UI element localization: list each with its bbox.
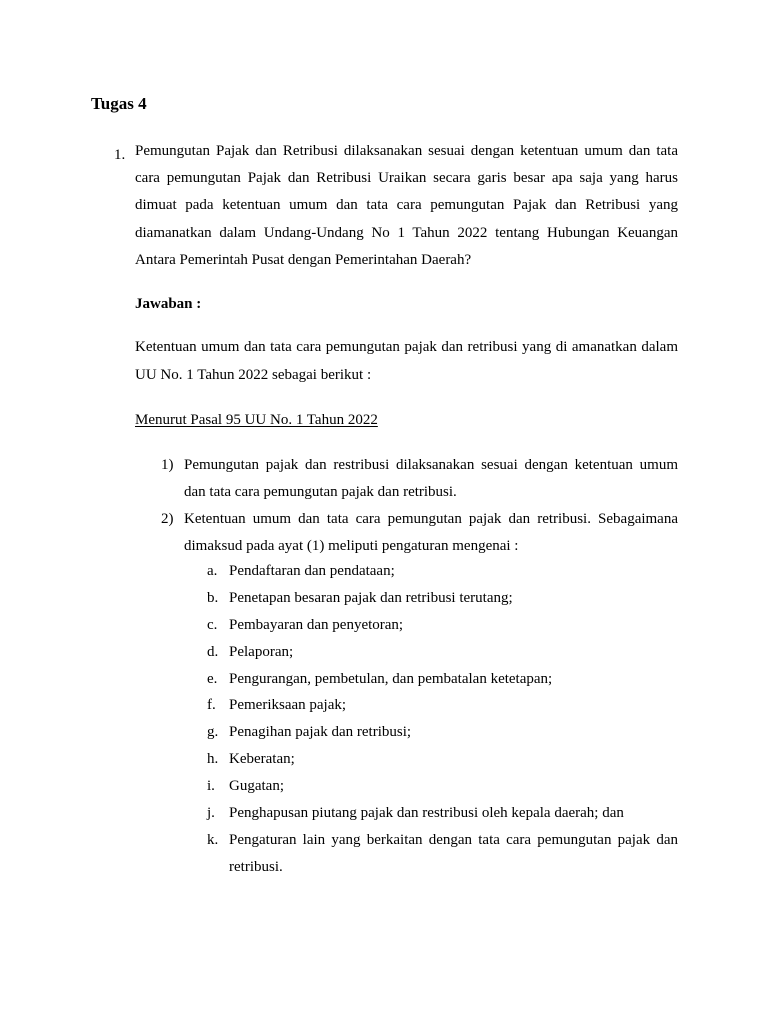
lettered-item-text: Pengaturan lain yang berkaitan dengan tata cara pemungutan pajak dan retribusi. [229, 832, 678, 875]
lettered-item-letter: d. [207, 644, 219, 660]
answer-heading: Jawaban : [135, 296, 202, 312]
lettered-item-letter: f. [207, 697, 216, 713]
lettered-item-letter: c. [207, 617, 218, 633]
lettered-item-letter: k. [207, 832, 219, 848]
lettered-item-letter: b. [207, 590, 219, 606]
lettered-item-text: Gugatan; [229, 778, 284, 794]
lettered-item-text: Pelaporan; [229, 644, 294, 660]
lettered-item-letter: j. [207, 805, 215, 821]
lettered-item-text: Penetapan besaran pajak dan retribusi terutang; [229, 590, 513, 606]
lettered-item-letter: e. [207, 671, 218, 687]
lettered-item-text: Pemeriksaan pajak; [229, 697, 347, 713]
numbered-item-text: Pemungutan pajak dan restribusi dilaksanakan sesuai dengan ketentuan umum dan tata cara pemungutan pajak dan retribusi. [184, 457, 678, 500]
lettered-item-text: Penghapusan piutang pajak dan restribusi oleh kepala daerah; dan [229, 805, 624, 821]
lettered-item-text: Penagihan pajak dan retribusi; [229, 724, 412, 740]
lettered-item-letter: a. [207, 563, 218, 579]
question-text: Pemungutan Pajak dan Retribusi dilaksanakan sesuai dengan ketentuan umum dan tata cara pemungutan Pajak dan Retribusi Uraikan secara garis besar apa saja yang harus dimuat pada ketentuan umum dan tata cara pemungutan Pajak dan Retribusi yang diamanatkan dalam Undang-Undang No 1 Tahun 2022 tentang Hubungan Keuangan Antara Pemerintah Pusat dengan Pemerintahan Daerah? [135, 143, 678, 268]
document-title: Tugas 4 [91, 94, 147, 113]
lettered-item-letter: h. [207, 751, 219, 767]
pasal-heading: Menurut Pasal 95 UU No. 1 Tahun 2022 [135, 412, 378, 428]
lettered-item-letter: g. [207, 724, 219, 740]
question-number: 1. [114, 147, 126, 163]
lettered-item-letter: i. [207, 778, 215, 794]
lettered-item-text: Pengurangan, pembetulan, dan pembatalan ketetapan; [229, 671, 553, 687]
answer-intro: Ketentuan umum dan tata cara pemungutan pajak dan retribusi yang di amanatkan dalam UU No. 1 Tahun 2022 sebagai berikut : [135, 339, 678, 383]
lettered-item-text: Pembayaran dan penyetoran; [229, 617, 404, 633]
numbered-item-number: 1) [161, 457, 174, 473]
lettered-item-text: Keberatan; [229, 751, 295, 767]
numbered-item-text: Ketentuan umum dan tata cara pemungutan pajak dan retribusi. Sebagaimana dimaksud pada ayat (1) meliputi pengaturan mengenai : [184, 511, 678, 554]
numbered-item-number: 2) [161, 511, 174, 527]
lettered-item-text: Pendaftaran dan pendataan; [229, 563, 395, 579]
